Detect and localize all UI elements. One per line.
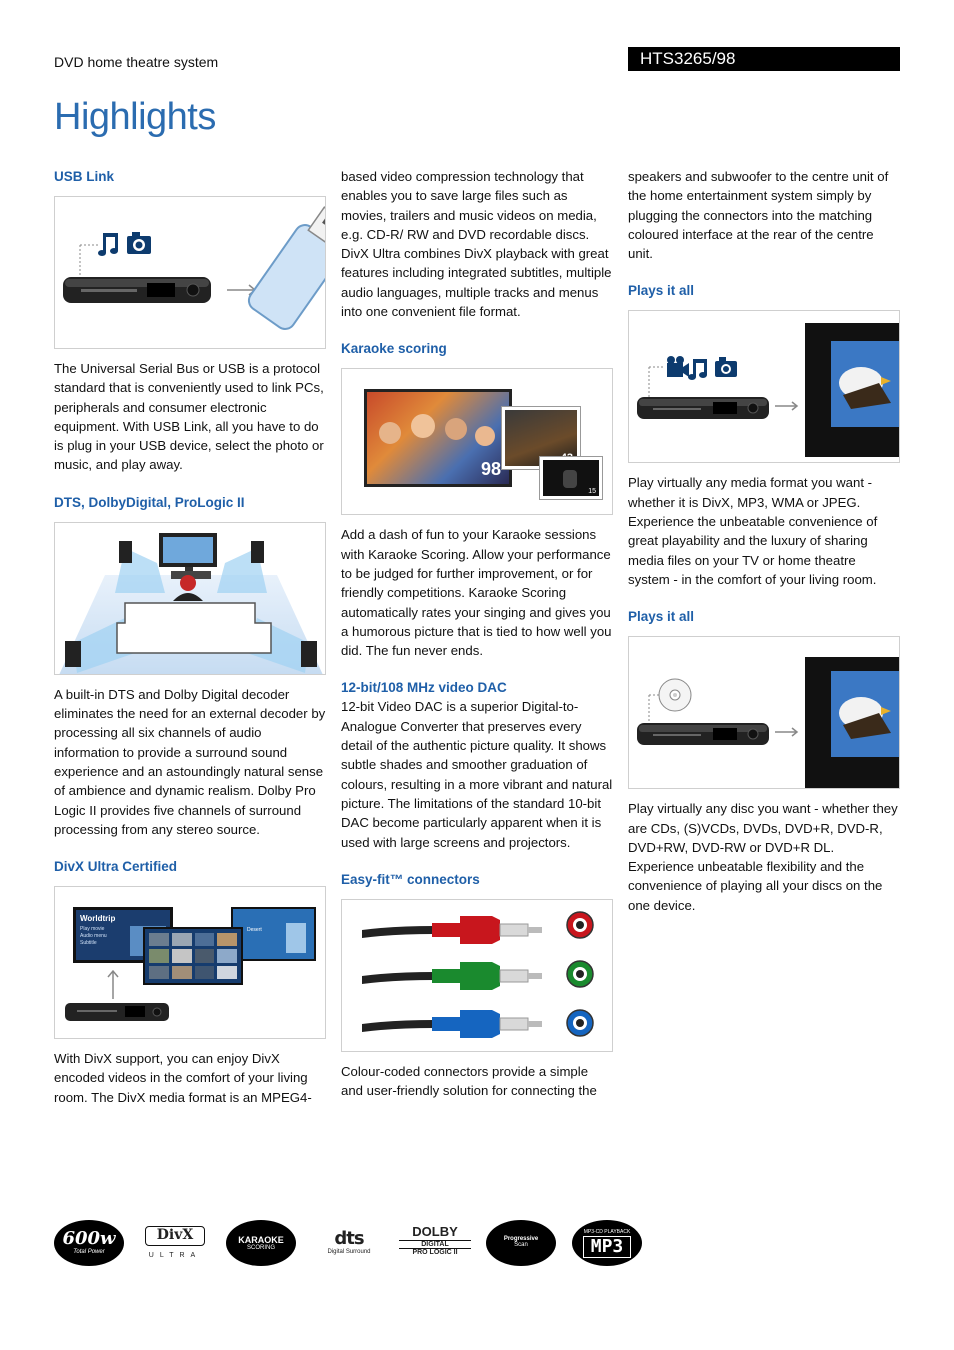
green-connector: [362, 961, 593, 990]
feature-logos-row: [54, 1220, 654, 1270]
dolby-logo: DOLBY DIGITAL PRO LOGIC II: [399, 1220, 471, 1266]
camera-icon: [127, 232, 151, 254]
speaker-icon: [251, 541, 264, 563]
column-2: [341, 168, 613, 1100]
power-logo: 600w Total Power: [54, 1220, 124, 1266]
dvd-player-icon: [637, 723, 769, 745]
speaker-icon: [65, 641, 81, 667]
section-title-plays1: Plays it all: [628, 283, 695, 299]
listener-icon: [180, 575, 196, 591]
mp3-cd-playback-logo: MP3-CD PLAYBACK MP3: [572, 1220, 642, 1266]
connectors-illustration: [342, 900, 613, 1052]
tv-icon: [805, 657, 900, 789]
camera-icon: [715, 357, 737, 377]
divx-text-cont: based video compression technology that enables you to save large files such as movies, trailers and music videos on media, e.g. CD-R/ RW and DVD recordable discs. DivX Ultra combines DivX playback with great features including integrated subtitles, multiple audio languages, multiple tracks and menus into one convenient file format.: [341, 169, 612, 320]
section-title-dac: 12-bit/108 MHz video DAC: [341, 680, 507, 696]
arrow-icon: [775, 402, 797, 410]
usb-text: The Universal Serial Bus or USB is a protocol standard that is conveniently used to link PCs, peripherals and consumer electronic equipment. With USB Link, all you have to do is plug in your USB device, select the photo or music, and play away.: [54, 361, 324, 473]
plays2-text: Play virtually any disc you want - whether they are CDs, (S)VCDs, DVDs, DVD+R, DVD-R, DVD+RW, DVD-RW or DVD+R DL. Experience unbeatable flexibility and the convenience of playing all your discs on the one device.: [628, 801, 898, 913]
connectors-image: [341, 899, 613, 1052]
video-camera-icon: [667, 356, 689, 377]
model-number-banner: HTS3265/98: [628, 47, 900, 71]
section-title-karaoke: Karaoke scoring: [341, 341, 447, 357]
page-title: Highlights: [54, 96, 216, 138]
divx-ultra-logo: DivX ULTRA: [142, 1220, 208, 1266]
doc-subtitle: DVD home theatre system: [54, 54, 219, 70]
divx-screen-title: Worldtrip: [80, 914, 116, 924]
music-note-icon: [688, 359, 707, 380]
plays1-text: Play virtually any media format you want - whether it is DivX, MP3, WMA or JPEG. Experience the unbeatable convenience of great playability and the luxury of sharing media files on your TV or home theatre system - in the comfort of your living room.: [628, 475, 878, 587]
dts-text: A built-in DTS and Dolby Digital decoder eliminates the need for an external decoder by processing all six channels of audio information to provide a surround sound experience and an astoundingly natural sense of ambience and dynamic realism. Dolby Pro Logic II provides five channels of surround processing from any stereo source.: [54, 686, 326, 837]
speaker-icon: [301, 641, 317, 667]
karaoke-image: [341, 368, 613, 515]
karaoke-text: Add a dash of fun to your Karaoke sessions with Karaoke Scoring. Allow your performance to be judged for further improvement, or for friendly competitions. Karaoke Scoring automatically rates your singing and gives you a humorous picture that is tied to how well you did. The fun never ends.: [341, 527, 612, 659]
dvd-player-icon: [63, 277, 211, 303]
dac-text: 12-bit Video DAC is a superior Digital-to-Analogue Converter that preserves every detail of the authentic picture quality. It shows subtle shades and smoother graduation of colours, resulting in a more vibrant and natural picture. The limitations of the standard 10-bit DAC become particularly apparent when it is used with large screens and projectors.: [341, 699, 613, 850]
section-title-dts: DTS, DolbyDigital, ProLogic II: [54, 494, 245, 510]
plays-media-image: [628, 310, 900, 463]
blue-connector: [362, 1010, 593, 1038]
karaoke-scoring-logo: KARAOKE SCORING: [226, 1220, 296, 1266]
dts-image: [54, 522, 326, 675]
divx-text: With DivX support, you can enjoy DivX encoded videos in the comfort of your living room. The DivX media format is an MPEG4-: [54, 1051, 312, 1105]
divx-menu-item: Play movie: [80, 926, 105, 933]
music-note-icon: [98, 233, 118, 256]
easyfit-text-cont: speakers and subwoofer to the centre unit of the home entertainment system simply by plugging the connectors into the matching coloured interface at the rear of the centre unit.: [628, 169, 889, 262]
easyfit-text: Colour-coded connectors provide a simple and user-friendly solution for connecting the: [341, 1063, 597, 1099]
sofa-icon: [117, 603, 271, 653]
section-title-usb: USB Link: [54, 169, 115, 184]
tv-icon: [805, 323, 900, 457]
divx-menu-item: Audio menu: [80, 933, 107, 940]
disc-icon: [659, 679, 691, 711]
speaker-icon: [119, 541, 132, 563]
divx-screen-3: Desert: [231, 907, 316, 961]
section-title-easyfit: Easy-fit™ connectors: [341, 871, 480, 887]
dvd-player-icon: [65, 1003, 169, 1021]
arrow-up-icon: [108, 971, 118, 999]
disc-playback-illustration: [629, 637, 900, 789]
column-1: [54, 168, 326, 1107]
surround-illustration: [55, 523, 326, 675]
plays-disc-image: [628, 636, 900, 789]
karaoke-photo-third: [540, 457, 602, 499]
divx-menu-item: Subtitle: [80, 940, 97, 947]
karaoke-score: 15: [588, 488, 596, 496]
usb-illustration: [55, 197, 326, 349]
dts-logo: dts Digital Surround: [327, 1228, 371, 1255]
progressive-scan-logo: Progressive Scan: [486, 1220, 556, 1266]
section-title-plays2: Plays it all: [628, 609, 695, 625]
dvd-player-icon: [637, 397, 769, 419]
karaoke-photo-main: [364, 389, 512, 487]
column-3: [628, 168, 900, 915]
media-playback-illustration: [629, 311, 900, 463]
tv-icon: [159, 533, 217, 575]
section-title-divx: DivX Ultra Certified: [54, 859, 178, 875]
usb-stick-icon: [245, 201, 326, 332]
red-connector: [362, 912, 593, 944]
divx-image: [54, 886, 326, 1039]
usb-link-image: [54, 196, 326, 349]
karaoke-score: 98: [480, 459, 501, 480]
arrow-icon: [775, 728, 797, 736]
